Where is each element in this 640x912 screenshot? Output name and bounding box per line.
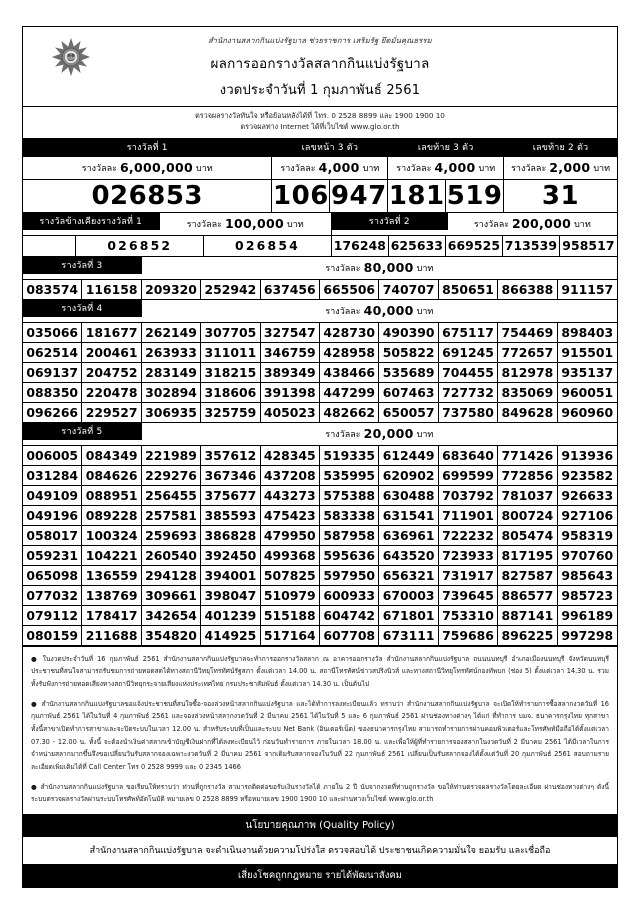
amount-fourth-prize [142,300,617,322]
fifth-prize-cell: 058017 [23,526,82,546]
fifth-prize-cell: 519335 [320,446,379,466]
fourth-prize-cell: 318215 [201,363,260,383]
header-second-prize: รางวัลที่ 2 [332,213,448,230]
fifth-prize-cell: 997298 [558,626,617,646]
fourth-prize-cell: 482662 [320,403,379,423]
fifth-prize-cell: 583338 [320,506,379,526]
amount-prefix: รางวัลละ [511,163,547,174]
fourth-prize-cell: 306935 [142,403,201,423]
second-prize-number-2: 625633 [389,236,446,256]
fourth-prize-cell: 691245 [439,343,498,363]
fifth-prize-cell: 731917 [439,566,498,586]
fourth-prize-cell: 263933 [142,343,201,363]
front-three-number-1: 106 [273,180,329,211]
fifth-prize-cell: 211688 [82,626,141,646]
top-prize-number-row [23,180,617,213]
lottery-results-document [22,26,618,888]
fourth-prize-cell: 391398 [261,383,320,403]
note-broadcast-schedule: ● ในงวดประจำวันที่ 16 กุมภาพันธ์ 2561 สำนักงานสลากกินแบ่งรัฐบาลจะทำการออกรางวัลสลาก ณ อาคารออกรางวัล สำนักงานสลากกินแบ่งรัฐบาล ถนนนนทบุรี อำเภอเมืองนนทบุรี จังหวัดนนทบุรี ประชาชนที่สนใจสามารถรับชมการถ่ายทอดสดได้ทางสถานีวิทยุโทรทัศน์รัฐสภา ตั้งแต่เวลา 14.00 น. สถานีโทรทัศน์ข่าวสปริงนิวส์ และทางสถานีวิทยุโทรทัศน์กองทัพบก (ช่อง 5) ตั้งแต่เวลา 14.30 น. รวมทั้งรับฟังการถ่ายทอดเสียงทางสถานีวิทยุกระจายเสียงแห่งประเทศไทย กรมประชาสัมพันธ์ ตั้งแต่เวลา 14.30 น. เป็นต้นไป [31,654,609,688]
fifth-prize-cell: 753310 [439,606,498,626]
fifth-prize-cell: 927106 [558,506,617,526]
fifth-prize-cell: 985643 [558,566,617,586]
amount-suffix: บาท [416,263,434,274]
fifth-prize-cell: 259693 [142,526,201,546]
fifth-prize-cell: 575388 [320,486,379,506]
fourth-prize-cell: 447299 [320,383,379,403]
amount-prefix: รางวัลละ [81,163,117,174]
draw-date-subtitle: งวดประจำวันที่ 1 กุมภาพันธ์ 2561 [219,83,421,98]
emblem-cell [23,33,119,77]
fourth-prize-cell: 229527 [82,403,141,423]
fifth-prize-cell: 970760 [558,546,617,566]
fifth-prize-cell: 630488 [379,486,438,506]
fifth-prize-cell: 683640 [439,446,498,466]
fourth-prize-cell: 088350 [23,383,82,403]
fifth-prize-cell: 398047 [201,586,260,606]
adjacent-prize-number-1: 026852 [76,236,204,256]
fourth-prize-header-row [23,300,617,323]
amount-value: 20,000 [363,426,414,442]
contact-phone-line: ตรวจผลรางวัลทันใจ หรือย้อนหลังได้ที่ โทร. 0 2528 8899 และ 1900 1900 10 [195,111,445,120]
fourth-prize-cell: 325759 [201,403,260,423]
third-prize-cell: 083574 [23,280,82,300]
fifth-prize-cell: 673111 [379,626,438,646]
fifth-prize-cell: 088951 [82,486,141,506]
fifth-prize-cell: 739645 [439,586,498,606]
fifth-prize-cell: 535995 [320,466,379,486]
header-front-three: เลขหน้า 3 ตัว [272,139,388,156]
fifth-prize-cell: 827587 [498,566,557,586]
fifth-prize-cell: 507825 [261,566,320,586]
amount-prefix: รางวัลละ [473,219,510,230]
contact-website-line: ตรวจผลทาง Internet ได้ที่เว็บไซต์ www.glo.or.th [240,121,400,131]
fourth-prize-cell: 704455 [439,363,498,383]
adjacent-prize-number-2: 026854 [204,236,332,256]
header-last-three: เลขท้าย 3 ตัว [388,139,504,156]
fourth-prize-cell: 318606 [201,383,260,403]
amount-value: 80,000 [363,260,414,276]
fifth-prize-cell: 221989 [142,446,201,466]
fourth-prize-cell: 772657 [498,343,557,363]
amount-value: 4,000 [434,160,476,176]
fourth-prize-cell: 960051 [558,383,617,403]
amount-third-prize [142,257,617,279]
fourth-prize-cell: 204752 [82,363,141,383]
fourth-prize-cell: 675117 [439,323,498,343]
fifth-prize-cell: 375677 [201,486,260,506]
fifth-prize-cell: 772856 [498,466,557,486]
fourth-prize-cell: 960960 [558,403,617,423]
top-prize-amount-row [23,157,617,180]
amount-prefix: รางวัลละ [325,306,361,317]
fifth-prize-cell: 800724 [498,506,557,526]
fifth-prize-cell: 475423 [261,506,320,526]
third-prize-cell: 252942 [201,280,260,300]
adjacent-spacer [23,236,76,256]
second-prize-number-4: 713539 [503,236,560,256]
amount-suffix: บาท [574,219,591,230]
amount-adjacent-prize [160,213,332,235]
third-prize-cell: 740707 [379,280,438,300]
fifth-prize-cell: 913936 [558,446,617,466]
fifth-prize-cell: 886577 [498,586,557,606]
second-prize-number-5: 958517 [562,238,615,254]
fifth-prize-cell: 597950 [320,566,379,586]
fifth-prize-cell: 260540 [142,546,201,566]
fifth-prize-cell: 595636 [320,546,379,566]
fifth-prize-cell: 049109 [23,486,82,506]
fifth-prize-cell: 084626 [82,466,141,486]
fifth-prize-cell: 065098 [23,566,82,586]
fourth-prize-cell: 490390 [379,323,438,343]
fourth-prize-cell: 311011 [201,343,260,363]
fifth-prize-cell: 386828 [201,526,260,546]
header-first-prize: รางวัลที่ 1 [23,139,272,156]
second-prize-number-3: 669525 [446,236,503,256]
fifth-prize-cell: 006005 [23,446,82,466]
fifth-prize-cell: 515188 [261,606,320,626]
notes-section [23,646,617,814]
fourth-prize-cell: 428730 [320,323,379,343]
fifth-prize-cell: 104221 [82,546,141,566]
amount-value: 200,000 [512,216,572,232]
fifth-prize-cell: 401239 [201,606,260,626]
fourth-prize-number-grid [23,323,617,423]
fifth-prize-cell: 805474 [498,526,557,546]
amount-value: 2,000 [549,160,591,176]
fifth-prize-cell: 510979 [261,586,320,606]
third-prize-cell: 665506 [320,280,379,300]
fourth-prize-cell: 200461 [82,343,141,363]
adjacent-second-header-row [23,213,617,236]
fourth-prize-cell: 346759 [261,343,320,363]
first-prize-number: 026853 [23,180,272,212]
contact-info-strip [23,107,617,139]
fifth-prize-cell: 996189 [558,606,617,626]
masthead-text-block [119,33,617,100]
fifth-prize-cell: 256455 [142,486,201,506]
fifth-prize-cell: 385593 [201,506,260,526]
fifth-prize-cell: 257581 [142,506,201,526]
fourth-prize-cell: 505822 [379,343,438,363]
amount-prefix: รางวัลละ [186,219,222,230]
fifth-prize-cell: 926633 [558,486,617,506]
amount-front-three [272,157,388,179]
fourth-prize-cell: 069137 [23,363,82,383]
amount-fifth-prize [142,423,617,445]
third-prize-cell: 209320 [142,280,201,300]
third-prize-number-grid [23,280,617,300]
fifth-prize-cell: 703792 [439,486,498,506]
header-fourth-prize: รางวัลที่ 4 [23,300,142,317]
fourth-prize-cell: 727732 [439,383,498,403]
fourth-prize-cell: 181677 [82,323,141,343]
fifth-prize-cell: 392450 [201,546,260,566]
amount-suffix: บาท [416,429,434,440]
fifth-prize-cell: 089228 [82,506,141,526]
fifth-prize-cell: 479950 [261,526,320,546]
fifth-prize-cell: 437208 [261,466,320,486]
fifth-prize-cell: 643520 [379,546,438,566]
amount-prefix: รางวัลละ [280,163,316,174]
fifth-prize-cell: 499368 [261,546,320,566]
amount-prefix: รางวัลละ [325,429,361,440]
fifth-prize-cell: 138769 [82,586,141,606]
second-prize-number-1: 176248 [332,236,389,256]
header-adjacent-prize: รางวัลข้างเคียงรางวัลที่ 1 [23,213,160,230]
quality-policy-body: สำนักงานสลากกินแบ่งรัฐบาล จะดำเนินงานด้วยความโปร่งใส ตรวจสอบได้ ประชาชนเกิดความมั่นใจ ยอมรับ และเชื่อถือ [23,837,617,865]
amount-suffix: บาท [287,219,304,230]
fifth-prize-cell: 309661 [142,586,201,606]
top-prize-header-row [23,139,617,157]
fifth-prize-header-row [23,423,617,446]
fifth-prize-cell: 896225 [498,626,557,646]
amount-value: 6,000,000 [119,160,194,176]
fifth-prize-cell: 607708 [320,626,379,646]
quality-policy-header: นโยบายคุณภาพ (Quality Policy) [23,814,617,837]
note-prize-claim: ● สำนักงานสลากกินแบ่งรัฐบาล ขอเรียนให้ทราบว่า ท่านที่ถูกรางวัล สามารถติดต่อขอรับเงินรางวัลได้ ภายใน 2 ปี นับจากงวดที่ท่านถูกรางวัล ขอให้ท่านตรวจผลรางวัลโดยละเอียด ผ่านช่องทางต่างๆ ดังนี้ ระบบตรวจผลรางวัลผ่านระบบโทรศัพท์อัตโนมัติ หมายเลข 0 2528 8899 หรือหมายเลข 1900 1900 10 และผ่านทางเว็บไซต์ www.glo.or.th [31,782,609,804]
fourth-prize-cell: 262149 [142,323,201,343]
fifth-prize-cell: 354820 [142,626,201,646]
front-three-number-2: 947 [330,180,387,211]
amount-value: 100,000 [224,216,284,232]
fourth-prize-cell: 302894 [142,383,201,403]
amount-prefix: รางวัลละ [396,163,432,174]
fifth-prize-number-grid [23,446,617,646]
fifth-prize-cell: 367346 [201,466,260,486]
fifth-prize-cell: 612449 [379,446,438,466]
third-prize-cell: 637456 [261,280,320,300]
quality-policy-footer-slogan: เสี่ยงโชคถูกกฎหมาย รายได้พัฒนาสังคม [23,865,617,887]
amount-value: 4,000 [318,160,360,176]
fifth-prize-cell: 722232 [439,526,498,546]
fifth-prize-cell: 414925 [201,626,260,646]
fourth-prize-cell: 915501 [558,343,617,363]
fourth-prize-cell: 607463 [379,383,438,403]
amount-suffix: บาท [593,163,611,174]
fourth-prize-cell: 650057 [379,403,438,423]
fifth-prize-cell: 887141 [498,606,557,626]
fifth-prize-cell: 031284 [23,466,82,486]
fourth-prize-cell: 307705 [201,323,260,343]
fourth-prize-cell: 035066 [23,323,82,343]
fifth-prize-cell: 699599 [439,466,498,486]
fifth-prize-cell: 049196 [23,506,82,526]
amount-second-prize [448,213,617,235]
fifth-prize-cell: 759686 [439,626,498,646]
amount-suffix: บาท [196,163,213,174]
fifth-prize-cell: 443273 [261,486,320,506]
fifth-prize-cell: 428345 [261,446,320,466]
third-prize-cell: 911157 [558,280,617,300]
third-prize-cell: 116158 [82,280,141,300]
fourth-prize-cell: 812978 [498,363,557,383]
fifth-prize-cell: 923582 [558,466,617,486]
fifth-prize-cell: 394001 [201,566,260,586]
amount-suffix: บาท [362,163,380,174]
fourth-prize-cell: 405023 [261,403,320,423]
fourth-prize-cell: 898403 [558,323,617,343]
header-fifth-prize: รางวัลที่ 5 [23,423,142,440]
header-third-prize: รางวัลที่ 3 [23,257,142,274]
amount-suffix: บาท [478,163,496,174]
fourth-prize-cell: 935137 [558,363,617,383]
third-prize-cell: 850651 [439,280,498,300]
third-prize-header-row [23,257,617,280]
fifth-prize-cell: 671801 [379,606,438,626]
fifth-prize-cell: 077032 [23,586,82,606]
amount-suffix: บาท [416,306,434,317]
fifth-prize-cell: 294128 [142,566,201,586]
fifth-prize-cell: 100324 [82,526,141,546]
fourth-prize-cell: 096266 [23,403,82,423]
adjacent-second-number-row [23,236,617,257]
fifth-prize-cell: 136559 [82,566,141,586]
amount-value: 40,000 [363,303,414,319]
last-two-number: 31 [541,180,580,211]
fourth-prize-cell: 428958 [320,343,379,363]
fifth-prize-cell: 636961 [379,526,438,546]
fifth-prize-cell: 342654 [142,606,201,626]
fifth-prize-cell: 600933 [320,586,379,606]
fifth-prize-cell: 229276 [142,466,201,486]
fourth-prize-cell: 849628 [498,403,557,423]
fifth-prize-cell: 059231 [23,546,82,566]
government-lottery-office-emblem-icon [51,37,91,77]
fifth-prize-cell: 781037 [498,486,557,506]
amount-prefix: รางวัลละ [325,263,361,274]
fifth-prize-cell: 723933 [439,546,498,566]
fifth-prize-cell: 084349 [82,446,141,466]
fifth-prize-cell: 817195 [498,546,557,566]
fourth-prize-cell: 835069 [498,383,557,403]
fifth-prize-cell: 631541 [379,506,438,526]
fifth-prize-cell: 711901 [439,506,498,526]
fifth-prize-cell: 080159 [23,626,82,646]
fifth-prize-cell: 958319 [558,526,617,546]
fourth-prize-cell: 389349 [261,363,320,383]
document-masthead [23,27,617,107]
fifth-prize-cell: 604742 [320,606,379,626]
fifth-prize-cell: 620902 [379,466,438,486]
office-motto: สำนักงานสลากกินแบ่งรัฐบาล ช่วยราชการ เสริมรัฐ ยึดมั่นคุณธรรม [208,36,432,45]
third-prize-cell: 866388 [498,280,557,300]
fifth-prize-cell: 670003 [379,586,438,606]
fourth-prize-cell: 737580 [439,403,498,423]
last-three-number-2: 519 [446,180,503,211]
last-three-number-1: 181 [388,180,445,211]
amount-first-prize [23,157,272,179]
fourth-prize-cell: 062514 [23,343,82,363]
fifth-prize-cell: 357612 [201,446,260,466]
fifth-prize-cell: 771426 [498,446,557,466]
note-advance-booking: ● สำนักงานสลากกินแบ่งรัฐบาลขอแจ้งประชาชนที่สนใจซื้อ-จองล่วงหน้าสลากกินแบ่งรัฐบาล และได้ทำการลงทะเบียนแล้ว ทราบว่า สำนักงานสลากกินแบ่งรัฐบาล จะเปิดให้ทำรายการซื้อสลากงวดวันที่ 16 กุมภาพันธ์ 2561 ได้ในวันที่ 4 กุมภาพันธ์ 2561 และจองล่วงหน้าสลากงวดวันที่ 2 มีนาคม 2561 ได้ในวันที่ 5 และ 6 กุมภาพันธ์ 2561 ผ่านช่องทางต่างๆ ได้แก่ ที่ทำการ บมจ. ธนาคารกรุงไทย ทุกสาขา ทั้งนี้สาขาเปิดทำการสาขาและจะปิดระบบในเวลา 12.00 น. สำหรับระบบที่เป็นและระบบ Net Bank (อินเตอร์เน็ต) ของธนาคารกรุงไทย สามารถทำรายการผ่านคอมพิวเตอร์และโทรศัพท์มือถือได้ตั้งแต่เวลา 07.30 - 12.00 น. ทั้งนี้ จะต้องนำเงินค่าสลากเข้าบัญชีเงินฝากที่ได้ลงทะเบียนไว้ ก่อนวันทำรายการ ภายในเวลา 18.00 น. และเพื่อให้ผู้ที่ทำรายการจองสลากในงวดวันที่ 2 มีนาคม 2561 ได้มีเวลาในการจำหน่ายสลากมากขึ้นจึงขอเปลี่ยนวันรับสลากจองเฉพาะงวดวันที่ 2 มีนาคม 2561 จากเดิมรับสลากจองในวันที่ 22 กุมภาพันธ์ 2561 เปลี่ยนเป็นรับสลากจองได้ตั้งแต่วันที่ 20 กุมภาพันธ์ 2561 สอบถามรายละเอียดเพิ่มเติมได้ที่ Call Center โทร 0 2528 9999 และ 0 2345 1466 [31,699,609,771]
fourth-prize-cell: 438466 [320,363,379,383]
fifth-prize-cell: 079112 [23,606,82,626]
fourth-prize-cell: 754469 [498,323,557,343]
document-title: ผลการออกรางวัลสลากกินแบ่งรัฐบาล [210,56,430,72]
amount-last-three [388,157,504,179]
fourth-prize-cell: 327547 [261,323,320,343]
fourth-prize-cell: 220478 [82,383,141,403]
fourth-prize-cell: 535689 [379,363,438,383]
fifth-prize-cell: 656321 [379,566,438,586]
fifth-prize-cell: 178417 [82,606,141,626]
fifth-prize-cell: 587958 [320,526,379,546]
header-last-two: เลขท้าย 2 ตัว [504,139,617,156]
fifth-prize-cell: 985723 [558,586,617,606]
fourth-prize-cell: 283149 [142,363,201,383]
fifth-prize-cell: 517164 [261,626,320,646]
amount-last-two [504,157,617,179]
